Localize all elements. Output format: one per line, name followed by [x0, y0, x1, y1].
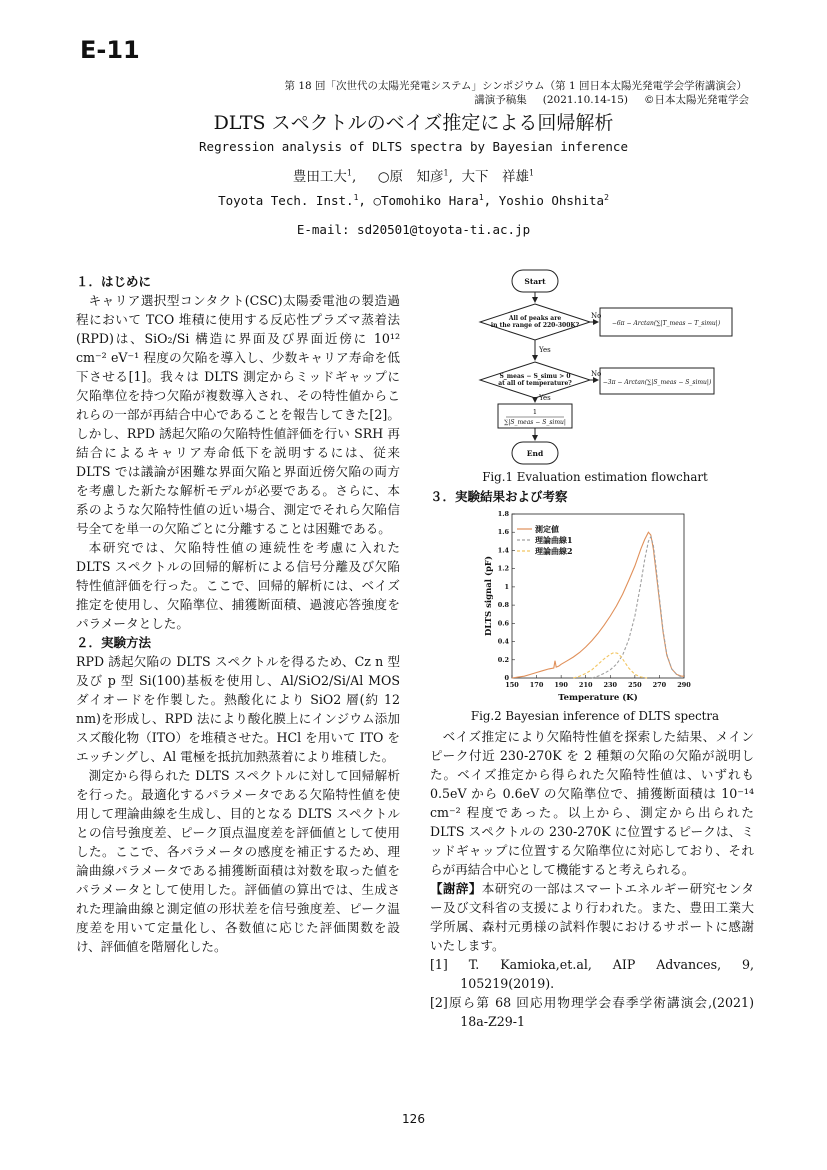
- y-axis-label: DLTS signal (pF): [484, 556, 494, 636]
- y-tick-label: 0.2: [497, 655, 509, 664]
- page-number: 126: [402, 1112, 425, 1126]
- conference-header: 第 18 回「次世代の太陽光発電システム」シンポジウム（第 1 回日本太陽光発電学会学術講演会）: [284, 80, 747, 92]
- acknowledgement: [430, 879, 754, 955]
- acknowledgement-text: 本研究の一部はスマートエネルギー研究センター及び文科省の支援により行われた。また、豊田工業大学所属、森村元勇様の試料作製におけるサポートに感謝いたします。: [430, 881, 754, 953]
- flow-yes-label-2: Yes: [539, 394, 551, 402]
- section-1-heading: １．はじめに: [76, 274, 152, 289]
- evaluation-flowchart: [478, 266, 736, 466]
- section-1-paragraph-2: 本研究では、欠陥特性値の連続性を考慮に入れた DLTS スペクトルの回帰的解析による信号分離及び欠陥特性値評価を行った。ここで、回帰的解析には、ベイズ推定を使用し、欠陥準位、捕獲断面積、過渡応答強度をパラメータとした。: [76, 540, 400, 631]
- paper-subtitle: Regression analysis of DLTS spectra by Bayesian inference: [199, 139, 628, 154]
- y-tick-label: 0.6: [497, 619, 509, 628]
- flow-start-label: Start: [524, 277, 546, 286]
- x-tick-label: 230: [603, 681, 618, 689]
- flow-box-3-denominator: ∑|S_meas − S_simu|: [504, 419, 566, 426]
- authors-jp: 豊田工大$^1$, ○原 知彦$^1$, 大下 祥雄$^1$: [292, 168, 535, 185]
- x-axis-label: Temperature (K): [558, 693, 638, 703]
- flow-box-1-formula: −6π − Arctan(∑|T_meas − T_simu|): [611, 320, 721, 327]
- y-tick-label: 1.4: [497, 546, 509, 555]
- acknowledgement-label: 【謝辞】: [430, 881, 482, 896]
- author-2-sup: 1: [443, 168, 449, 178]
- section-2-paragraph-1: RPD 誘起欠陥の DLTS スペクトルを得るため、Cz n 型及び p 型 Si(100)基板を使用し、Al/SiO2/Si/Al MOS ダイオードを作製した。熱酸化により SiO2 層(約 12 nm)を形成し、RPD 法により酸化膜上にインジウム添加スズ酸化物（ITO）を堆積させた。HCl を用いて ITO をエッチングし、Al 電極を抵抗加熱蒸着により堆積した。: [76, 654, 400, 764]
- x-tick-label: 190: [554, 681, 568, 689]
- y-tick-label: 0.4: [497, 637, 509, 646]
- flow-no-label-2: No: [591, 370, 602, 378]
- flow-decision-1-line1: All of peaks are: [508, 315, 562, 322]
- author-2: ○原 知彦: [377, 169, 444, 185]
- institution: Toyota Tech. Inst.: [218, 193, 354, 208]
- x-tick-label: 210: [578, 681, 593, 689]
- x-tick-label: 270: [652, 681, 667, 689]
- flow-box-2-formula: −3π − Arctan(∑|S_meas − S_simu|): [602, 379, 712, 386]
- x-tick-label: 290: [677, 681, 691, 689]
- paper-title: DLTS スペクトルのベイズ推定による回帰解析: [213, 112, 614, 134]
- proceedings-header: [458, 92, 749, 107]
- proceedings-date: (2021.10.14-15): [542, 94, 628, 106]
- author-en-2: ○Tomohiko Hara: [373, 193, 479, 208]
- legend-label-2: 理論曲線1: [535, 535, 573, 545]
- institution-sup: 1: [353, 192, 359, 202]
- y-tick-label: 0: [504, 674, 509, 682]
- series-line-2: [592, 537, 682, 678]
- author-en-3-sup: 2: [604, 192, 609, 202]
- x-tick-label: 170: [529, 681, 544, 689]
- y-tick-label: 1: [504, 582, 509, 591]
- flow-yes-label-1: Yes: [539, 346, 551, 354]
- section-2-paragraph-2: 測定から得られた DLTS スペクトルに対して回帰解析を行った。最適化するパラメータである欠陥特性値を使用して理論曲線を生成し、目的となる DLTS スペクトルとの信号強度差、ピーク頂点温度差を評価値として使用した。ここで、各パラメータの感度を補正するため、理論曲線パラメータである捕獲断面積は対数を取った値をパラメータとして使用した。評価値の算出では、生成された理論曲線と測定値の形状差を信号強度差、ピーク温度差を用いて定量化し、各数値に応じた評価関数を設け、評価値を階層化した。: [76, 768, 400, 954]
- reference-2: [2]原ら第 68 回応用物理学会春季学術講演会,(2021) 18a-Z29-1: [430, 995, 754, 1029]
- y-tick-label: 0.8: [497, 601, 509, 610]
- flow-no-label-1: No: [591, 312, 602, 320]
- author-1-sup: 1: [346, 168, 352, 178]
- flow-decision-1-line2: in the range of 220-300K?: [490, 322, 580, 329]
- dlts-spectra-chart: [482, 506, 692, 704]
- y-tick-label: 1.6: [497, 528, 509, 537]
- flow-decision-2-line1: S_meas − S_simu > 0: [499, 373, 571, 380]
- flow-decision-2-line2: at all of temperature?: [498, 380, 572, 387]
- proceedings-label: 講演予稿集: [474, 94, 527, 106]
- figure-1-caption: Fig.1 Evaluation estimation flowchart: [482, 470, 708, 484]
- legend-label-1: 測定値: [535, 524, 559, 534]
- flow-box-3-numerator: 1: [532, 408, 538, 416]
- x-tick-label: 150: [505, 681, 519, 689]
- left-column: [76, 272, 400, 956]
- y-tick-label: 1.2: [497, 564, 509, 573]
- section-2-heading: ２．実験方法: [76, 635, 152, 650]
- series-line-3: [573, 653, 647, 679]
- author-1: 豊田工大: [292, 169, 347, 185]
- author-en-2-sup: 1: [478, 192, 484, 202]
- section-3-paragraph-1: ベイズ推定により欠陥特性値を探索した結果、メインピーク付近 230-270K を 2 種類の欠陥の欠陥が説明した。ベイズ推定から得られた欠陥特性値は、いずれも 0.5eV から 0.6eV の欠陥準位で、捕獲断面積は 10⁻¹⁴ cm⁻² 程度であった。以上から、測定から出られた DLTS スペクトルの 230-270K に位置するピークは、ミッドギャップに位置する欠陥準位に対応しており、それらが再結合中心として機能すると考えられる。: [430, 729, 754, 877]
- x-tick-label: 250: [628, 681, 642, 689]
- figure-2-caption: Fig.2 Bayesian inference of DLTS spectra: [470, 709, 720, 723]
- reference-1: [1] T. Kamioka,et.al, AIP Advances, 9, 105219(2019).: [430, 957, 754, 991]
- right-column: [430, 727, 754, 1031]
- section-3-heading: ３．実験結果および考察: [430, 489, 568, 504]
- copyright: ©日本太陽光発電学会: [644, 94, 749, 106]
- authors-en: Toyota Tech. Inst.$^1$, ○Tomohiko Hara$^1$, Yoshio Ohshita$^2$: [218, 192, 609, 208]
- paper-code: E-11: [80, 36, 140, 64]
- author-en-3: Yoshio Ohshita: [498, 193, 605, 208]
- section-1-paragraph-1: キャリア選択型コンタクト(CSC)太陽委電池の製造過程において TCO 堆積に使用する反応性プラズマ蒸着法(RPD)は、SiO₂/Si 構造に界面及び界面近傍に 10¹² cm⁻² eV⁻¹ 程度の欠陥を導入し、少数キャリア寿命を低下させる[1]。我々は DLTS 測定からミッドギャップに欠陥準位を持つ欠陥が複数導入され、その特性値からこれらの一部が再結合中心であることを報告してきた[2]。しかし、RPD 誘起欠陥の欠陥特性値評価を行い SRH 再結合によるキャリア寿命低下を説明するには、従来 DLTS では議論が困難な界面欠陥と界面近傍欠陥の両方を考慮した新たな解析モデルが必要である。さらに、本系のような欠陥特性値の近い場合、測定でそれら欠陥信号全てを単一の欠陥ごとに分離することは困難である。: [76, 293, 400, 536]
- author-3-sup: 1: [529, 168, 535, 178]
- legend-label-3: 理論曲線2: [535, 546, 573, 556]
- author-3: 大下 祥雄: [461, 169, 529, 185]
- flow-end-label: End: [526, 449, 544, 458]
- email-line: E-mail: sd20501@toyota-ti.ac.jp: [296, 222, 531, 237]
- y-tick-label: 1.8: [497, 510, 509, 518]
